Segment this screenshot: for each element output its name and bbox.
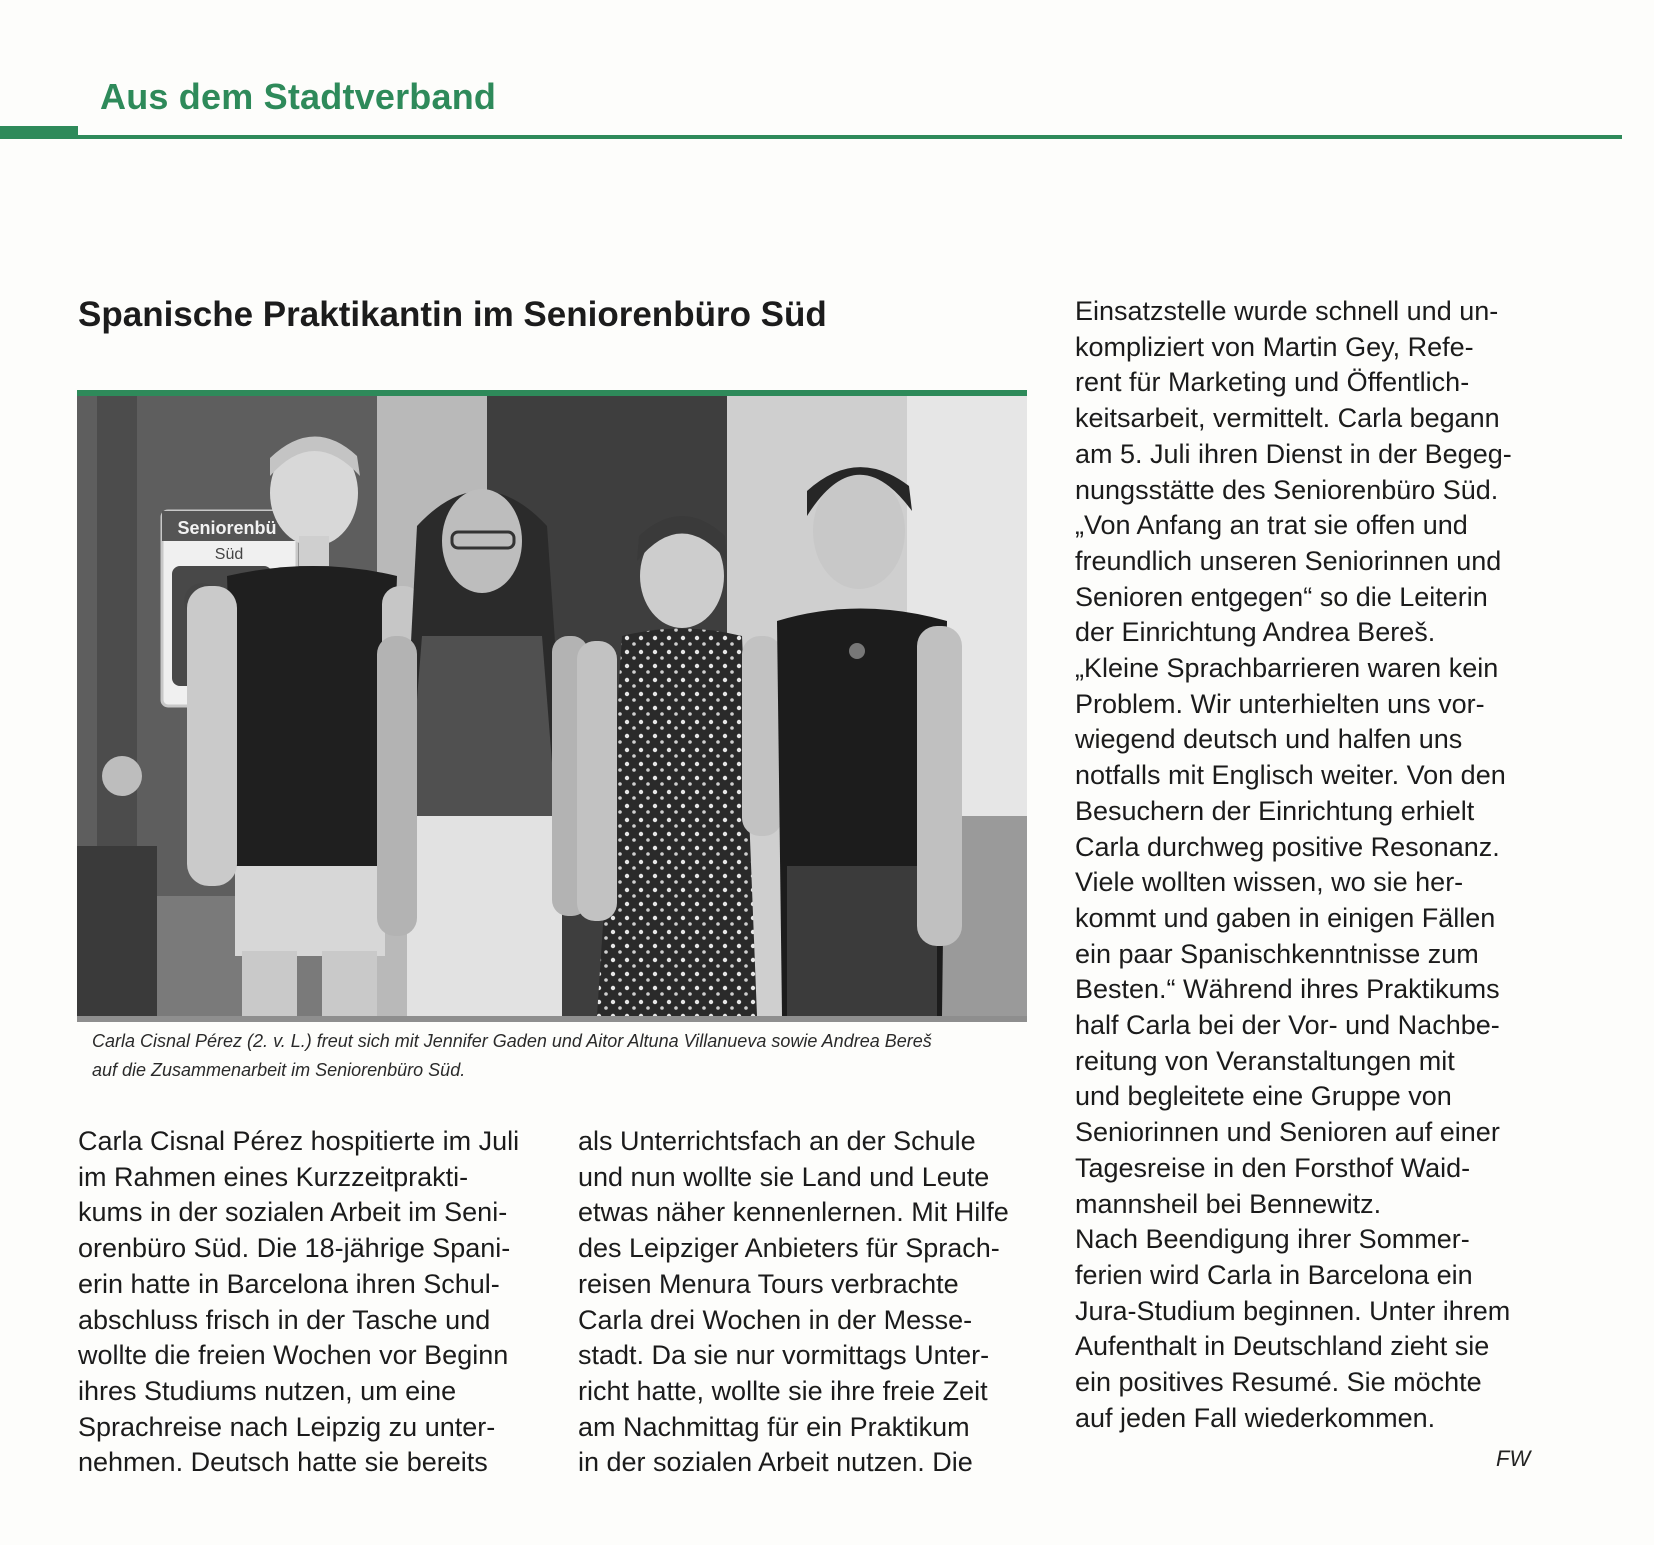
text-line: Aufenthalt in Deutschland zieht sie [1075, 1331, 1490, 1362]
text-line: orenbüro Süd. Die 18-jährige Spani- [78, 1233, 511, 1264]
text-line: ein positives Resumé. Sie möchte [1075, 1367, 1482, 1398]
text-line: Carla drei Wochen in der Messe- [578, 1304, 973, 1335]
text-line: ein paar Spanischkenntnisse zum [1075, 938, 1479, 969]
text-line: wollte die freien Wochen vor Beginn [78, 1340, 509, 1371]
text-line: erin hatte in Barcelona ihren Schul- [78, 1268, 500, 1299]
text-line: des Leipziger Anbieters für Sprach- [578, 1233, 1000, 1264]
text-line: als Unterrichtsfach an der Schule [578, 1126, 976, 1156]
article-title: Spanische Praktikantin im Seniorenbüro Süd [78, 295, 827, 334]
text-line: half Carla bei der Vor- und Nachbe- [1075, 1010, 1500, 1041]
text-line: stadt. Da sie nur vormittags Unter- [578, 1340, 990, 1371]
text-line: Besuchern der Einrichtung erhielt [1075, 795, 1475, 826]
text-line: Sprachreise nach Leipzig zu unter- [78, 1411, 496, 1442]
text-line: und begleitete eine Gruppe von [1075, 1081, 1452, 1112]
text-line: ferien wird Carla in Barcelona ein [1075, 1259, 1473, 1290]
text-line: ihres Studiums nutzen, um eine [78, 1375, 457, 1406]
text-line: nungsstätte des Seniorenbüro Süd. [1075, 474, 1499, 505]
text-line: notfalls mit Englisch weiter. Von den [1075, 760, 1506, 791]
text-line: wiegend deutsch und halfen uns [1075, 724, 1463, 755]
text-line: Besten.“ Während ihres Praktikums [1075, 974, 1500, 1005]
text-line: richt hatte, wollte sie ihre freie Zeit [578, 1375, 988, 1406]
text-line: und nun wollte sie Land und Leute [578, 1161, 990, 1192]
text-line: freundlich unseren Seniorinnen und [1075, 545, 1502, 576]
text-line: Seniorinnen und Senioren auf einer [1075, 1117, 1500, 1148]
text-line: Senioren entgegen“ so die Leiterin [1075, 581, 1488, 612]
article-photo [77, 390, 1027, 1022]
text-line: Carla Cisnal Pérez hospitierte im Juli [78, 1126, 520, 1156]
text-line: Einsatzstelle wurde schnell und un- [1075, 296, 1499, 326]
text-line: kums in der sozialen Arbeit im Seni- [78, 1197, 508, 1228]
text-line: kompliziert von Martin Gey, Refe- [1075, 331, 1474, 362]
photo-caption [92, 1027, 1032, 1085]
article-column-2 [578, 1124, 1038, 1481]
sign-text-line2: Süd [214, 546, 244, 563]
text-line: der Einrichtung Andrea Bereš. [1075, 617, 1436, 648]
text-line: im Rahmen eines Kurzzeitprakti- [78, 1161, 469, 1192]
text-line: „Von Anfang an trat sie offen und [1075, 510, 1468, 541]
header-rule-tab [0, 126, 78, 139]
text-line: mannsheil bei Bennewitz. [1075, 1188, 1382, 1219]
text-line: keitsarbeit, vermittelt. Carla begann [1075, 403, 1500, 434]
text-line: Jura-Studium beginnen. Unter ihrem [1075, 1295, 1511, 1326]
text-line: rent für Marketing und Öffentlich- [1075, 367, 1470, 398]
text-line: Tagesreise in den Forsthof Waid- [1075, 1152, 1471, 1183]
text-line: „Kleine Sprachbarrieren waren kein [1075, 653, 1499, 684]
text-line: reitung von Veranstaltungen mit [1075, 1045, 1455, 1076]
article-column-3 [1075, 294, 1545, 1437]
section-heading: Aus dem Stadtverband [100, 76, 497, 117]
text-line: nehmen. Deutsch hatte sie bereits [78, 1447, 488, 1478]
article-column-1 [78, 1124, 538, 1481]
text-line: etwas näher kennenlernen. Mit Hilfe [578, 1197, 1009, 1228]
text-line: am Nachmittag für ein Praktikum [578, 1411, 970, 1442]
text-line: in der sozialen Arbeit nutzen. Die [578, 1447, 973, 1478]
text-line: kommt und gaben in einigen Fällen [1075, 902, 1496, 933]
text-line: Viele wollten wissen, wo sie her- [1075, 867, 1464, 898]
text-line: Problem. Wir unterhielten uns vor- [1075, 688, 1485, 719]
caption-line-2: auf die Zusammenarbeit im Seniorenbüro Süd. [92, 1060, 466, 1080]
text-line: Carla durchweg positive Resonanz. [1075, 831, 1500, 862]
text-line: am 5. Juli ihren Dienst in der Begeg- [1075, 438, 1512, 469]
author-signature: FW [1496, 1446, 1531, 1471]
caption-line-1: Carla Cisnal Pérez (2. v. L.) freut sich mit Jennifer Gaden und Aitor Altuna Villanueva sowie Andrea Bereš [92, 1031, 932, 1051]
header-rule [76, 135, 1622, 139]
text-line: abschluss frisch in der Tasche und [78, 1304, 491, 1335]
text-line: auf jeden Fall wiederkommen. [1075, 1402, 1436, 1433]
sign-text-line1: Seniorenbü [177, 518, 277, 538]
text-line: Nach Beendigung ihrer Sommer- [1075, 1224, 1470, 1255]
text-line: reisen Menura Tours verbrachte [578, 1268, 959, 1299]
